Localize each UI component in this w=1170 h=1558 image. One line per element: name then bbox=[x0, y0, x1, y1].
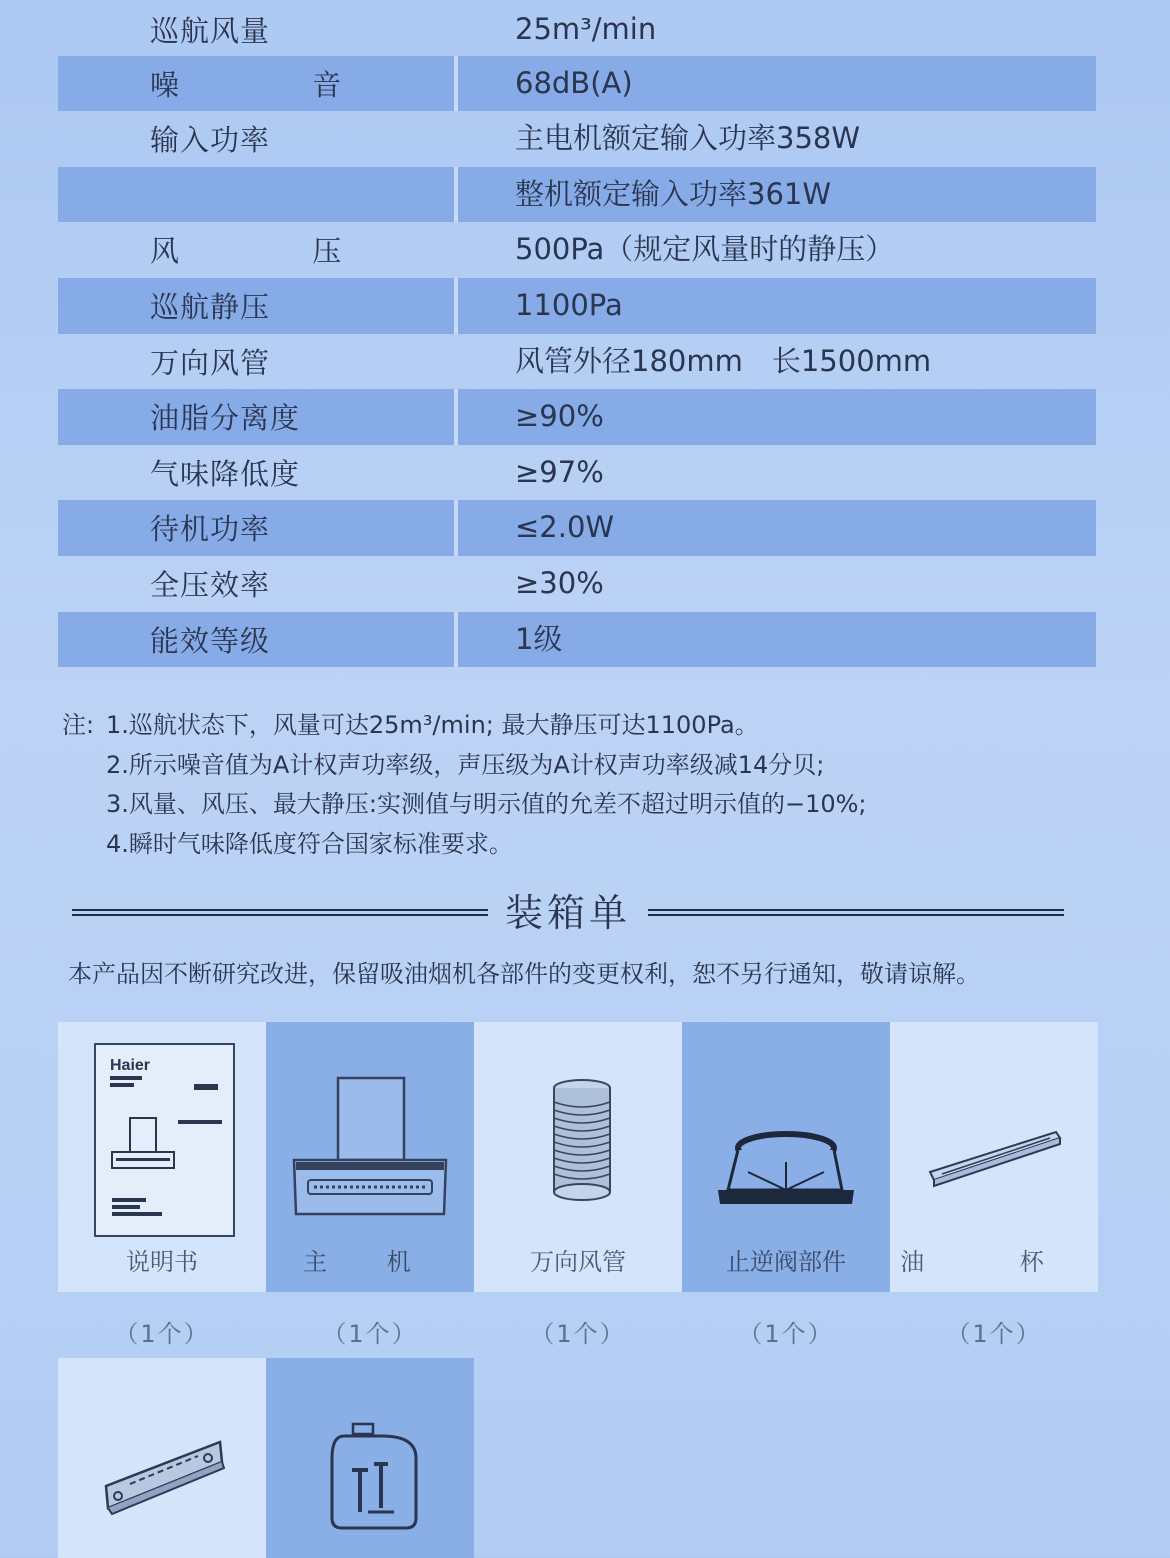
spec-row bbox=[58, 167, 1096, 223]
spec-value: 1100Pa bbox=[515, 287, 623, 322]
packing-item-qty: （1个） bbox=[946, 1320, 1042, 1348]
packing-item bbox=[474, 1022, 682, 1292]
screw-pack-icon bbox=[266, 1358, 474, 1558]
note-text: 4.瞬时气味降低度符合国家标准要求。 bbox=[106, 829, 513, 858]
packing-item-qty: （1个） bbox=[114, 1320, 210, 1348]
spec-label: 能效等级 bbox=[150, 623, 271, 658]
note-line bbox=[62, 785, 867, 825]
disclaimer: 本产品因不断研究改进，保留吸油烟机各部件的变更权利，恕不另行通知，敬请谅解。 bbox=[68, 960, 980, 988]
notes-prefix: 注: bbox=[62, 711, 95, 739]
spec-value: ≥90% bbox=[515, 399, 604, 434]
packing-list-header bbox=[72, 888, 1064, 938]
packing-item bbox=[58, 1022, 266, 1292]
range-hood-icon bbox=[266, 1022, 474, 1242]
spec-row bbox=[58, 334, 1096, 390]
divider bbox=[648, 909, 1064, 916]
check-valve-icon bbox=[682, 1022, 890, 1242]
packing-item-label: 说明书 bbox=[126, 1248, 198, 1276]
spec-row bbox=[58, 278, 1096, 334]
spec-label bbox=[58, 167, 458, 223]
manual-icon bbox=[58, 1022, 266, 1242]
duct-icon bbox=[474, 1022, 682, 1242]
oil-cup-icon bbox=[890, 1022, 1098, 1242]
packing-item bbox=[266, 1358, 474, 1558]
spec-label: 风 压 bbox=[150, 234, 404, 269]
spec-table bbox=[58, 0, 1096, 667]
spec-label: 噪 音 bbox=[150, 67, 404, 102]
spec-row bbox=[58, 0, 1096, 56]
spec-label: 油脂分离度 bbox=[150, 401, 301, 436]
packing-list-title: 装箱单 bbox=[504, 891, 631, 935]
spec-value: ≥30% bbox=[515, 565, 604, 600]
spec-label: 巡航风量 bbox=[150, 14, 271, 48]
spec-value: 500Pa（规定风量时的静压） bbox=[515, 232, 895, 267]
packing-item-label: 主 机 bbox=[303, 1248, 437, 1276]
spec-value: ≥97% bbox=[515, 454, 604, 489]
packing-item-label: 止逆阀部件 bbox=[726, 1248, 846, 1276]
packing-item-label: 油 杯 bbox=[900, 1248, 1088, 1276]
packing-item bbox=[58, 1358, 266, 1558]
spec-row bbox=[58, 222, 1096, 278]
spec-row bbox=[58, 556, 1096, 612]
packing-item-qty: （1个） bbox=[322, 1320, 418, 1348]
spec-label: 气味降低度 bbox=[150, 456, 301, 491]
mounting-bracket-icon bbox=[58, 1358, 266, 1558]
packing-item bbox=[266, 1022, 474, 1292]
note-line bbox=[62, 825, 867, 865]
spec-row bbox=[58, 56, 1096, 112]
notes bbox=[62, 706, 867, 864]
spec-label: 全压效率 bbox=[150, 567, 271, 602]
spec-row bbox=[58, 445, 1096, 501]
manual-brand: Haier bbox=[110, 1057, 151, 1074]
packing-item bbox=[682, 1022, 890, 1292]
spec-row bbox=[58, 389, 1096, 445]
packing-item-qty: （1个） bbox=[738, 1320, 834, 1348]
note-line bbox=[62, 746, 867, 786]
spec-row bbox=[58, 612, 1096, 668]
note-line bbox=[62, 706, 867, 746]
packing-item-label: 万向风管 bbox=[530, 1248, 626, 1276]
spec-value: 风管外径180mm 长1500mm bbox=[515, 343, 932, 378]
note-text: 1.巡航状态下，风量可达25m³/min; 最大静压可达1100Pa。 bbox=[106, 711, 759, 739]
note-text: 2.所示噪音值为A计权声功率级，声压级为A计权声功率级减14分贝; bbox=[106, 750, 825, 779]
spec-label: 输入功率 bbox=[150, 123, 271, 158]
note-text: 3.风量、风压、最大静压:实测值与明示值的允差不超过明示值的−10%; bbox=[106, 790, 867, 818]
packing-item-qty: （1个） bbox=[530, 1320, 626, 1348]
spec-value: 25m³/min bbox=[515, 12, 657, 46]
spec-value: 1级 bbox=[515, 621, 563, 656]
spec-row bbox=[58, 500, 1096, 556]
spec-value: 整机额定输入功率361W bbox=[515, 176, 832, 211]
packing-item bbox=[890, 1022, 1098, 1292]
spec-label: 万向风管 bbox=[150, 345, 271, 380]
spec-value: ≤2.0W bbox=[515, 510, 615, 545]
spec-value: 主电机额定输入功率358W bbox=[515, 121, 861, 156]
spec-label: 巡航静压 bbox=[150, 289, 271, 324]
spec-row bbox=[58, 111, 1096, 167]
spec-label: 待机功率 bbox=[150, 512, 271, 547]
spec-value: 68dB(A) bbox=[515, 65, 633, 100]
